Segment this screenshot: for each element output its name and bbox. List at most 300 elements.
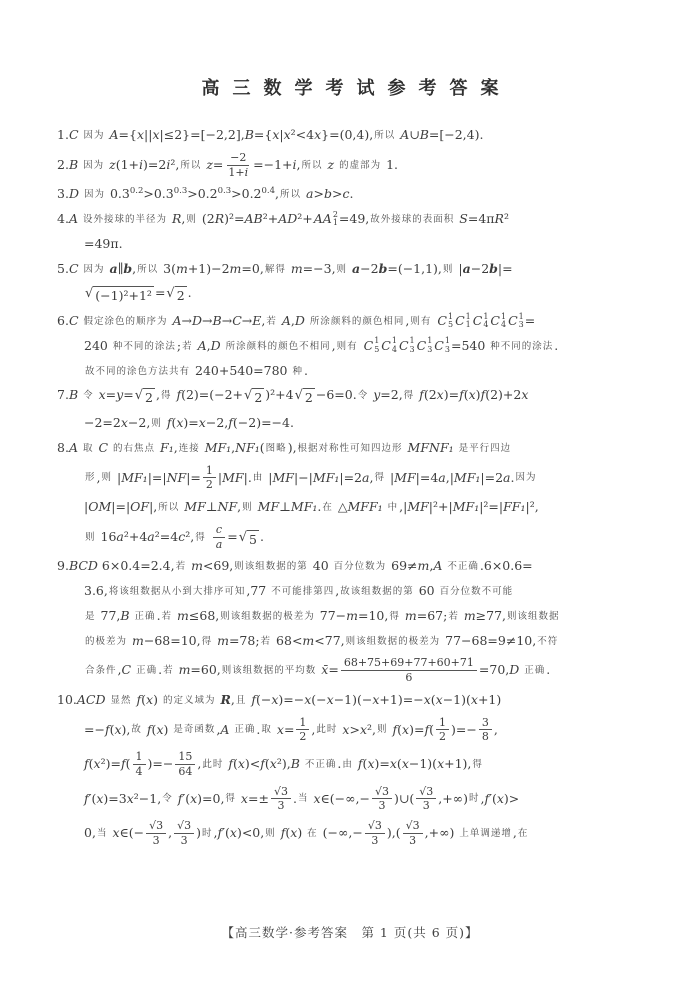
math-text: x=±: [240, 790, 269, 806]
cjk-text: 取: [261, 724, 272, 736]
cjk-text: 的极差为: [85, 635, 128, 647]
math-text: 40: [308, 558, 333, 574]
math-text: x=y=: [98, 387, 134, 403]
math-text: ,: [197, 755, 202, 771]
cjk-text: 则该组数据的极差为: [345, 635, 441, 647]
math-text: f(x)=f(: [392, 721, 434, 737]
cjk-text: 取: [82, 442, 94, 454]
fraction-denominator: 8: [481, 730, 489, 744]
cjk-text: 正确: [524, 665, 546, 676]
math-text: ,: [405, 313, 410, 328]
cjk-text: 根据对称性可知四边形: [297, 442, 403, 454]
math-text: ),(: [386, 824, 401, 840]
answer-line: [57, 632, 670, 651]
cjk-text: 在: [307, 827, 318, 839]
math-text: |=: [497, 260, 513, 276]
math-text: >0.2: [231, 186, 262, 202]
math-text: 240: [84, 337, 112, 353]
math-text: 3.D: [57, 186, 79, 202]
math-text: 4.A: [57, 211, 78, 226]
math-text: x∈(−∞,−: [313, 790, 370, 806]
math-text: .: [259, 528, 264, 544]
combination-symbol: [364, 337, 380, 356]
combination-symbol: [473, 312, 489, 331]
answer-line: [57, 498, 670, 517]
math-text: ,+∞): [438, 790, 468, 806]
fraction-numerator: 1: [296, 716, 309, 731]
combination-base: C: [398, 337, 409, 353]
combination-superscript: 1: [374, 336, 380, 346]
answer-line: [57, 750, 670, 779]
math-text: .: [337, 755, 342, 771]
answer-line: [57, 582, 670, 601]
math-text: .: [156, 607, 161, 623]
combination-symbol: [508, 312, 524, 331]
math-text: ,A: [216, 721, 230, 737]
radicand: 2: [143, 388, 155, 408]
cjk-text: 显然: [110, 694, 132, 706]
cjk-text: 不可能排第四: [271, 586, 335, 597]
combination-superscript: 1: [409, 336, 415, 346]
fraction-denominator: 3: [277, 799, 285, 813]
cjk-text: 时: [202, 827, 213, 839]
answer-line: [57, 819, 670, 848]
math-text: f′(x)=3x²−1,: [84, 790, 162, 806]
combination-subscript: 3: [409, 345, 415, 355]
fraction-numerator: √3: [365, 819, 385, 834]
combination-symbol: [314, 210, 338, 229]
math-text: A,D: [281, 313, 305, 328]
fraction-denominator: 2: [205, 478, 213, 492]
page-footer: 【高三数学·参考答案 第 1 页(共 6 页)】: [221, 925, 479, 940]
combination-indices: [519, 313, 524, 331]
fraction-denominator: 4: [135, 764, 143, 778]
cjk-text: 所涂颜料的颜色不相同: [225, 340, 331, 352]
page-title: 高三数学考试参考答案: [201, 78, 512, 99]
math-text: f′(x)=0,: [177, 790, 225, 806]
math-text: .: [256, 721, 261, 737]
cjk-text: 所以: [137, 263, 159, 275]
math-text: >0.3: [143, 186, 174, 202]
cjk-text: 且: [235, 694, 247, 706]
cjk-text: 所以: [280, 189, 302, 201]
math-text: .: [554, 337, 559, 353]
cjk-text: 故: [131, 724, 142, 736]
combination-subscript: 4: [483, 320, 489, 330]
math-text: f(x): [136, 691, 162, 707]
cjk-text: 是奇函数: [173, 724, 216, 736]
cjk-text: 故该组数据的第: [340, 586, 414, 597]
cjk-text: 中: [387, 502, 399, 513]
cjk-text: 形: [85, 472, 96, 484]
combination-base: C: [434, 337, 444, 353]
math-text: x=: [276, 721, 295, 737]
cjk-text: 令: [357, 390, 369, 402]
bold-variable: a: [109, 260, 118, 276]
cjk-text: 种: [292, 365, 304, 377]
cjk-text: 当: [96, 827, 108, 839]
combination-base: C: [363, 337, 374, 353]
radical: [295, 388, 315, 408]
cjk-text: 的虚部为: [339, 159, 382, 171]
combination-base: C: [455, 313, 465, 328]
combination-symbol: [490, 312, 506, 331]
math-text: 0.3: [105, 186, 130, 202]
math-text: ,: [275, 186, 280, 202]
fraction-numerator: √3: [146, 819, 166, 834]
cjk-text: 则: [265, 827, 276, 839]
math-text: y=2,: [373, 387, 403, 403]
cjk-text: 正确: [234, 724, 256, 736]
math-text: ,: [512, 824, 517, 840]
superscript: 0.4: [261, 186, 276, 197]
math-text: =(−1,1),: [387, 260, 442, 276]
math-text: =−f(x),: [84, 721, 131, 737]
math-text: R,: [171, 211, 186, 226]
cjk-text: 由: [342, 758, 353, 770]
fraction: [372, 785, 392, 814]
math-text: )=−: [450, 721, 477, 737]
combination-base: AA: [313, 211, 332, 226]
cjk-text: 百分位数为: [333, 561, 387, 573]
cjk-text: 种不同的涂法: [490, 340, 554, 352]
fraction: [296, 716, 309, 745]
cjk-text: 得: [403, 390, 415, 402]
cjk-text: 则该组数据的第: [234, 561, 308, 573]
math-text: m=67;: [404, 607, 448, 623]
radical: [244, 388, 264, 408]
superscript: 0.3: [173, 186, 188, 197]
cjk-text: 得: [389, 610, 400, 622]
combination-symbol: [455, 312, 471, 331]
fraction-numerator: −2: [227, 151, 249, 166]
math-text: 77−m=10,: [315, 607, 389, 623]
math-text: −2: [470, 260, 490, 276]
fraction-denominator: 1+i: [228, 165, 249, 179]
math-text: −2: [360, 260, 379, 276]
fraction-denominator: 3: [422, 799, 430, 813]
fraction-numerator: 1: [133, 750, 146, 765]
math-text: m=60,: [178, 662, 221, 677]
fraction: [175, 750, 195, 779]
combination-indices: [427, 337, 432, 355]
cjk-text: 种不同的涂法: [112, 340, 176, 352]
radicand: 2: [175, 286, 187, 306]
combination-subscript: 5: [374, 345, 380, 355]
fraction-denominator: 3: [409, 833, 417, 847]
math-text: >0.2: [187, 186, 218, 202]
answer-line: [57, 439, 670, 458]
combination-subscript: 4: [501, 320, 507, 330]
cjk-text: 图略: [265, 442, 287, 454]
combination-indices: [333, 211, 338, 229]
combination-base: C: [472, 313, 483, 328]
math-text: (2R)²=AB²+AD²+: [197, 211, 313, 226]
cjk-text: 设外接球的半径为: [82, 214, 167, 225]
math-text: ,: [155, 387, 160, 403]
math-text: f(2x)=f(x)f(2)+2x: [419, 387, 529, 403]
bold-variable: a: [462, 260, 471, 276]
cjk-text: 则该组数据的平均数: [221, 665, 317, 676]
cjk-text: 连接: [178, 442, 200, 454]
math-text: 77−68=9≠10,: [441, 632, 537, 648]
fraction-denominator: 2: [438, 730, 446, 744]
cjk-text: 若: [260, 635, 272, 647]
math-text: A→D→B→C→E,: [172, 313, 266, 328]
answer-line: [57, 210, 670, 229]
answer-line: [57, 691, 670, 710]
math-text: =: [154, 285, 166, 301]
math-text: )∪(: [393, 790, 415, 806]
math-text: ∥: [117, 260, 124, 276]
cjk-text: 因为: [83, 130, 105, 141]
fraction: [203, 464, 216, 493]
math-text: ,: [96, 469, 101, 485]
math-text: |: [454, 260, 463, 276]
math-text: f(2)=(−2+: [176, 387, 244, 403]
cjk-text: 所以: [158, 502, 180, 513]
combination-subscript: 3: [518, 320, 524, 330]
math-text: f(x)=x(x−1)(x+1),: [357, 755, 472, 771]
cjk-text: 因为: [83, 159, 105, 171]
cjk-text: 若: [161, 610, 173, 622]
radicand: 5: [247, 530, 259, 550]
combination-superscript: 2: [332, 209, 338, 219]
math-text: 2.B: [57, 156, 79, 172]
math-text: ,C: [117, 662, 132, 677]
cjk-text: 不符: [537, 635, 559, 647]
cjk-text: 当: [297, 793, 309, 805]
answer-line: [57, 185, 670, 204]
combination-base: C: [508, 313, 518, 328]
answer-line: [57, 464, 670, 493]
fraction: [479, 716, 492, 745]
answer-line: [57, 337, 670, 356]
answer-line: [57, 785, 670, 814]
math-text: |MF₁|=|NF|=: [113, 469, 201, 485]
combination-subscript: 4: [391, 345, 397, 355]
fraction: [416, 785, 436, 814]
math-text: 10.ACD: [57, 691, 106, 707]
math-text: 16a²+4a²=4c²,: [96, 528, 195, 544]
fraction-denominator: 3: [371, 833, 379, 847]
combination-subscript: 1: [465, 320, 471, 330]
answer-line: [57, 716, 670, 745]
math-text: MF⊥NF,: [184, 499, 242, 514]
fraction-denominator: 64: [178, 764, 193, 778]
combination-symbol: [434, 337, 450, 356]
math-text: a>b>c.: [306, 186, 354, 202]
math-text: |MF|−|MF₁|=2a,: [264, 469, 374, 485]
math-text: [359, 338, 363, 353]
math-text: [432, 313, 436, 328]
cjk-text: 故不同的涂色方法共有: [85, 365, 191, 377]
math-text: m≤68,: [177, 607, 220, 623]
math-text: 0,: [84, 824, 96, 840]
cjk-text: 则有: [410, 316, 432, 327]
cjk-text: 则该组数据的极差为: [220, 610, 315, 622]
cjk-text: 因为: [515, 472, 537, 484]
math-text: ,77: [246, 583, 271, 598]
math-text: −2=2x−2,: [84, 415, 151, 430]
fraction: [341, 656, 477, 685]
math-text: =: [227, 528, 238, 544]
fraction-numerator: 3: [479, 716, 492, 731]
fraction-numerator: 15: [175, 750, 195, 765]
math-text: MFNF₁: [407, 439, 454, 455]
math-text: 7.B: [57, 387, 79, 403]
bold-variable: b: [123, 260, 133, 276]
fraction: [174, 819, 194, 848]
math-text: =−1+i,: [253, 156, 301, 172]
combination-superscript: 1: [518, 311, 524, 321]
radical-sign: √: [134, 388, 143, 404]
math-text: z(1+i)=2i²,: [109, 156, 180, 172]
radical-sign: √: [238, 529, 248, 545]
fraction-denominator: a: [215, 537, 223, 551]
math-text: ,: [493, 721, 498, 737]
combination-base: C: [490, 313, 500, 328]
math-text: 68<m<77,: [272, 632, 345, 648]
fraction-numerator: √3: [403, 819, 423, 834]
cjk-text: 时: [468, 793, 480, 805]
answer-line: [57, 386, 670, 408]
fraction: [133, 750, 146, 779]
radical-sign: √: [294, 388, 303, 404]
math-text: C: [98, 439, 109, 455]
math-text: m=78;: [217, 632, 260, 648]
math-text: )²+4: [265, 387, 294, 403]
math-text: z=: [206, 156, 224, 172]
cjk-text: 所以: [180, 159, 202, 171]
cjk-text: 此时: [316, 724, 338, 736]
cjk-text: 正确: [136, 665, 158, 676]
math-text: A∪B=[−2,4).: [400, 127, 484, 142]
cjk-text: 令: [83, 390, 94, 402]
math-text: 1.C: [57, 127, 79, 142]
answers-content: [0, 100, 700, 848]
combination-base: C: [381, 337, 391, 353]
radical-sign: √: [85, 286, 94, 302]
combination-indices: [483, 313, 488, 331]
radical-sign: √: [244, 388, 253, 404]
math-text: ,: [132, 260, 137, 276]
math-text: |MF|=4a,|MF₁|=2a.: [385, 469, 515, 485]
cjk-text: 假定涂色的顺序为: [83, 316, 168, 327]
math-text: =540: [450, 337, 490, 353]
cjk-text: 由: [252, 472, 264, 484]
math-text: x>x²,: [342, 721, 376, 737]
combination-indices: [374, 337, 379, 355]
math-text: =49,: [338, 211, 370, 226]
combination-symbol: [417, 337, 433, 356]
cjk-text: 因为: [83, 189, 105, 201]
cjk-text: 所涂颜料的颜色相同: [309, 316, 405, 327]
fraction-numerator: √3: [372, 785, 392, 800]
fraction: [225, 151, 251, 180]
math-text: MF₁,NF₁(: [204, 439, 265, 455]
math-text: )=−: [147, 755, 174, 771]
fraction: [403, 819, 423, 848]
cjk-text: 则: [186, 214, 197, 225]
cjk-text: 则: [85, 531, 96, 543]
math-text: MF⊥MF₁.: [257, 499, 322, 514]
fraction-denominator: 3: [378, 799, 386, 813]
combination-subscript: 3: [444, 345, 450, 355]
cjk-text: 的右焦点: [113, 442, 156, 454]
bold-variable: b: [489, 260, 498, 276]
bold-variable: a: [352, 260, 361, 276]
cjk-text: 百分位数不可能: [439, 586, 514, 597]
math-text: .6×0.6=: [479, 558, 533, 574]
math-text: ,|MF|²+|MF₁|²=|FF₁|²,: [399, 499, 539, 514]
cjk-text: 的定义域为: [162, 694, 216, 706]
radical: [135, 388, 155, 408]
answer-line: [57, 557, 670, 576]
math-text: 77,B: [96, 607, 130, 623]
math-text: 69≠m,A: [387, 558, 443, 574]
math-text: =: [524, 313, 536, 328]
cjk-text: 得: [195, 531, 206, 543]
math-text: .: [546, 662, 551, 677]
combination-subscript: 3: [427, 345, 433, 355]
math-text: −6=0.: [315, 387, 357, 403]
combination-indices: [445, 337, 450, 355]
fraction-numerator: √3: [416, 785, 436, 800]
math-text: x∈(−: [112, 824, 145, 840]
math-text: m≥77,: [463, 607, 507, 623]
answer-line: [57, 414, 670, 433]
math-text: ,+∞): [424, 824, 459, 840]
cjk-text: 则有: [336, 340, 358, 352]
answer-line: [57, 312, 670, 331]
math-text: S=4πR²: [459, 211, 509, 226]
fraction-numerator: √3: [271, 785, 291, 800]
math-text: ): [196, 824, 202, 840]
cjk-text: 得: [160, 390, 172, 402]
fraction-numerator: c: [213, 523, 225, 538]
math-text: (−∞,−: [318, 824, 363, 840]
combination-indices: [448, 313, 453, 331]
fraction-denominator: 3: [152, 833, 160, 847]
cjk-text: 故外接球的表面积: [370, 214, 455, 225]
combination-base: C: [416, 337, 427, 353]
radical: [166, 286, 186, 306]
math-text: .: [158, 662, 163, 677]
cjk-text: 则: [377, 724, 388, 736]
cjk-text: 在: [517, 827, 529, 839]
math-text: 9.BCD 6×0.4=2.4,: [57, 558, 175, 574]
cjk-text: 此时: [202, 758, 224, 770]
cjk-text: 若: [175, 561, 187, 573]
cjk-text: 则该组数据: [507, 610, 560, 622]
math-text: x̄=: [321, 662, 339, 677]
cjk-text: 则: [242, 502, 253, 513]
fraction: [146, 819, 166, 848]
bold-variable: b: [378, 260, 388, 276]
cjk-text: 则: [442, 263, 454, 275]
math-text: f(x²)=f(: [84, 755, 131, 771]
cjk-text: 是平行四边: [458, 442, 512, 454]
combination-symbol: [437, 312, 453, 331]
combination-base: C: [437, 313, 447, 328]
math-text: ,: [230, 691, 235, 707]
math-text: .: [304, 362, 308, 378]
fraction: [436, 716, 449, 745]
fraction-denominator: 6: [405, 671, 413, 684]
combination-indices: [466, 313, 471, 331]
cjk-text: 得: [201, 635, 213, 647]
